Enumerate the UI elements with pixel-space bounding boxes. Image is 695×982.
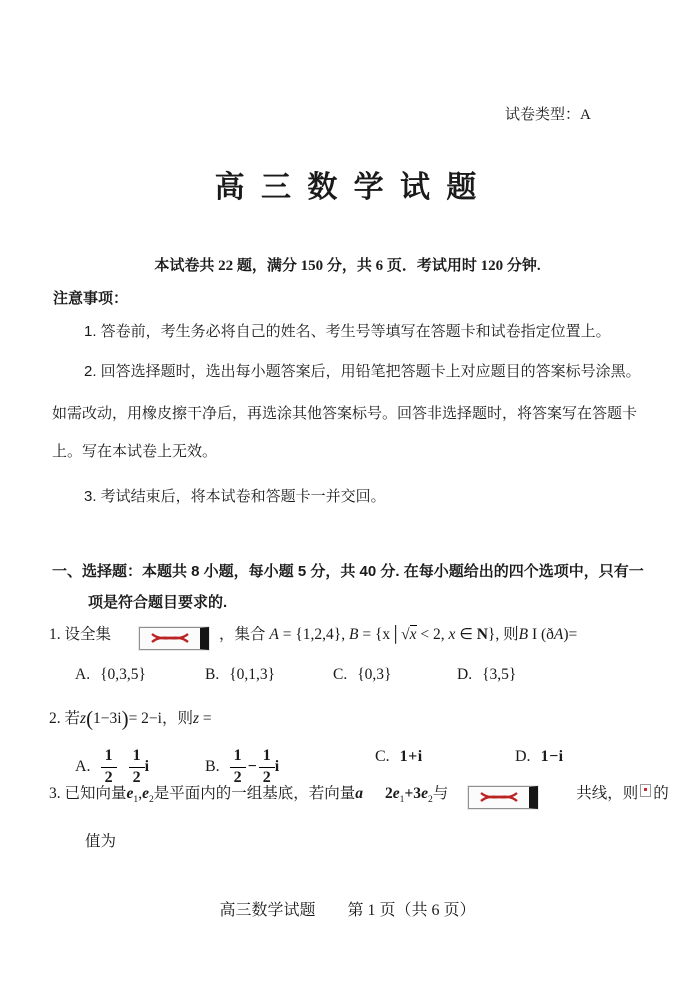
option-label: A.	[75, 757, 91, 775]
question-1-options	[0, 666, 695, 690]
minus-operator: −	[247, 757, 257, 775]
vector-e1: e	[392, 785, 400, 802]
imaginary-unit: i	[274, 757, 280, 775]
fraction-denominator: 2	[132, 768, 141, 786]
question-3-number: 3.	[49, 785, 61, 802]
q1-option-D	[457, 666, 516, 684]
option-label: C.	[375, 748, 390, 765]
fraction-numerator: 1	[129, 748, 145, 768]
q2-option-D	[515, 748, 564, 766]
red-cross-glyph-icon	[478, 791, 520, 803]
var-z: z	[193, 710, 200, 727]
exam-intro-line: 本试卷共 22 题，满分 150 分，共 6 页．考试用时 120 分钟.	[154, 258, 541, 274]
question-1-mid: ，集合	[219, 626, 266, 643]
q2-formula-part: = 2−i	[128, 710, 162, 727]
fraction-denominator: 2	[262, 768, 271, 786]
fraction-numerator: 1	[230, 748, 246, 768]
question-3-continuation: 值为	[85, 833, 117, 850]
vector-e2: e	[421, 785, 428, 802]
sqrt-radicand: x	[409, 626, 417, 643]
option-label: B.	[205, 757, 220, 775]
q1-formula-part: ∈	[455, 626, 477, 643]
right-paren: )	[121, 706, 129, 731]
page-footer: 高三数学试题 第 1 页（共 6 页）	[219, 902, 476, 919]
q2-formula-part: =	[199, 710, 212, 727]
option-value: {0,3,5}	[100, 666, 146, 683]
broken-equation-placeholder-icon	[139, 627, 209, 650]
q1-option-A	[75, 666, 146, 684]
q1-formula-part: )=	[563, 626, 578, 643]
left-paren: (	[86, 706, 94, 731]
page-title: 高 三 数 学 试 题	[214, 171, 481, 204]
option-label: B.	[205, 666, 220, 683]
comma: ,	[138, 785, 143, 802]
question-3	[49, 781, 669, 809]
notice-item-1: 1. 答卷前，考生务必将自己的姓名、考生号等填写在答题卡和试卷指定位置上。	[84, 323, 611, 340]
option-label: A.	[75, 666, 91, 683]
red-cross-glyph-icon	[149, 632, 191, 644]
fraction-denominator: 2	[233, 768, 242, 786]
option-label: D.	[515, 748, 531, 765]
var-z: z	[80, 710, 87, 727]
set-N-symbol: N	[476, 626, 488, 643]
q3-with-text: 与	[432, 785, 449, 802]
q3-formula-part: +3	[404, 785, 422, 802]
option-label: D.	[457, 666, 473, 683]
question-1-lead: 设全集	[64, 626, 112, 643]
notice-item-2-continuation-1: 如需改动，用橡皮擦干净后，再选涂其他答案标号。回答非选择题时，将答案写在答题卡	[52, 405, 638, 422]
set-builder-bar: │	[390, 626, 402, 643]
section-1-heading-line-2: 项是符合题目要求的.	[88, 594, 228, 611]
fraction-denominator: 2	[104, 768, 113, 786]
var-B: B	[349, 626, 359, 643]
notice-item-2-continuation-2: 上。写在本试卷上无效。	[52, 443, 218, 460]
question-1	[49, 622, 577, 650]
notice-item-3: 3. 考试结束后，将本试卷和答题卡一并交回。	[84, 488, 386, 505]
q1-formula-part: }, 则	[487, 626, 519, 643]
question-2	[49, 706, 212, 732]
var-A: A	[553, 626, 564, 643]
missing-char-placeholder-icon	[640, 784, 651, 797]
q1-option-B	[205, 666, 275, 684]
var-B: B	[518, 626, 529, 643]
q2-mid-text: ，则	[161, 710, 193, 727]
notice-item-2: 2. 回答选择题时，选出每小题答案后，用铅笔把答题卡上对应题目的答案标号涂黑。	[84, 363, 641, 380]
section-1-heading-line-1: 一、选择题：本题共 8 小题，每小题 5 分，共 40 分. 在每小题给出的四个选项中，只有一	[52, 563, 644, 580]
q1-option-C	[333, 666, 391, 684]
question-1-number: 1.	[49, 626, 61, 643]
q1-formula-part: = {x	[358, 626, 391, 643]
option-value: {0,1,3}	[229, 666, 276, 683]
imaginary-unit: i	[144, 757, 150, 775]
subscript: 2	[427, 794, 433, 806]
fraction-numerator: 1	[259, 748, 275, 768]
vector-e1: e	[126, 785, 134, 802]
question-2-lead: 若	[64, 710, 81, 727]
option-value: {3,5}	[482, 666, 517, 683]
q2-formula-part: 1−3i	[93, 710, 122, 727]
q3-tail-text: 共线，则	[576, 785, 639, 802]
option-label: C.	[333, 666, 348, 683]
vector-a: a	[355, 785, 364, 802]
q1-formula-part: = {1,2,4},	[278, 626, 349, 643]
q1-intersection-part: I (	[528, 626, 547, 643]
option-value: 1+i	[399, 748, 423, 765]
notice-heading: 注意事项：	[53, 290, 129, 307]
option-value: {0,3}	[357, 666, 392, 683]
var-x: x	[448, 626, 456, 643]
vector-e2: e	[142, 785, 149, 802]
question-2-number: 2.	[49, 710, 61, 727]
subscript: 2	[148, 794, 154, 806]
fraction-numerator: 1	[101, 748, 117, 768]
q1-formula-part: < 2,	[416, 626, 449, 643]
paper-type-label: 试卷类型：A	[505, 107, 591, 123]
q3-tail-text-2: 的	[653, 785, 669, 802]
subscript: 1	[133, 794, 139, 806]
q2-option-C	[375, 748, 423, 766]
var-A: A	[269, 626, 279, 643]
question-3-lead: 已知向量	[64, 785, 127, 802]
option-value: 1−i	[540, 748, 564, 765]
q3-formula-part: 2	[385, 785, 393, 802]
question-3-mid: 是平面内的一组基底，若向量	[153, 785, 356, 802]
complement-symbol: ð	[546, 626, 554, 643]
broken-equation-placeholder-icon	[468, 786, 538, 809]
sqrt-symbol: √	[401, 626, 410, 643]
subscript: 1	[399, 794, 405, 806]
